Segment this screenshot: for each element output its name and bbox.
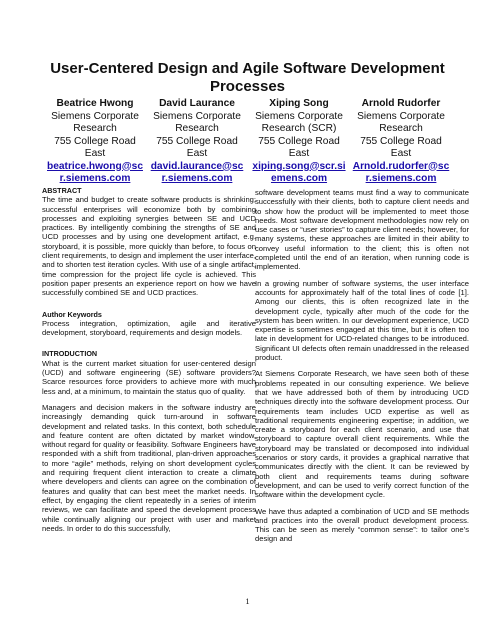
body-paragraph: What is the current market situation for user-centered design (UCD) and software engineering (SE) software providers? Scarce resources force providers to achieve more with much less and, at a minimum, to maintain the status quo of quality. [42,358,256,396]
author-4 [352,98,450,186]
keywords-heading: Author Keywords [42,309,102,319]
abstract-text: The time and budget to create software products is shrinking; successful enterprises will economize both by combining processes and exploiting synergies between SE and UCD practices. By intelligently combining the strengths of SE and UCD processes and by using one development artifact, e.g. storyboard, it is possible, more quickly than before, to focus on client requirements, to design and implement the user interface, and to shorten test iteration cycles. With use of a single artifact, time compression for the project life cycle is achieved. This position paper presents an experience report on how we have successfully combined SE and UCD practices. [42,195,257,298]
author-block [46,98,450,186]
body-paragraph: software development teams must find a way to communicate successfully with their clients, both to capture client needs and to show how the product will be implemented to meet those needs. Most software development methodologies now rely on use cases or “user stories” to capture client needs; however, for many systems, these approaches are limited in their ability to convey useful information to the client; this is often not completed until the end of an iteration, when running code is implemented. [255,188,469,272]
body-paragraph: Managers and decision makers in the software industry are increasingly demanding quick turn-around in software development and related tasks. In this context, both schedule and feature content are often dictated by market window, without regard for quality or feasibility. Software Engineers have responded with a shift from traditional, plan-driven approaches to more “agile” methods, relying on short development cycles and requiring frequent client interaction to create a climate where developers and clients can agree on the combination of features and quality that can best meet the market needs. In effect, by engaging the client repeatedly in a series of interim reviews, we can facilitate and speed the development process while continually aligning our project with user and market needs. In order to do this successfully, [42,402,256,533]
author-email-link[interactable]: Arnold.rudorfer@scr.siemens.com [352,160,450,184]
author-2 [148,98,246,186]
author-3 [250,98,348,186]
left-column [42,186,256,540]
right-column [255,188,469,551]
author-1 [46,98,144,186]
author-email-link[interactable]: xiping.song@scr.siemens.com [252,160,346,184]
author-affiliation: Siemens Corporate Research [153,110,241,134]
paper-title: User-Centered Design and Agile Software Development Processes [50,60,445,95]
abstract-heading: ABSTRACT [42,186,82,195]
author-email-link[interactable]: david.laurance@scr.siemens.com [150,160,244,184]
author-name: David Laurance [159,98,235,109]
author-affiliation: Siemens Corporate Research [51,110,139,134]
page-number: 1 [245,596,250,606]
author-affiliation: Siemens Corporate Research [357,110,445,134]
author-affiliation: Siemens Corporate Research (SCR) [255,110,343,134]
author-address: 755 College Road East [156,135,238,159]
introduction-heading: INTRODUCTION [42,349,98,359]
author-address: 755 College Road East [54,135,136,159]
body-paragraph: In a growing number of software systems, the user interface accounts for approximately half of the total lines of code [1]. Among our clients, this is often recognized late in the development cycle, typically after much of the code for the system has been written. In our development experience, UCD expertise is sometimes engaged at this time, but it is often too late in development for UCD-related changes to be introduced. Significant UI defects often remain unaddressed in the released product. [255,278,469,363]
author-address: 755 College Road East [258,135,340,159]
author-name: Arnold Rudorfer [361,98,441,109]
body-paragraph: At Siemens Corporate Research, we have seen both of these problems repeated in our consulting experience. We believe that we have addressed both of them by introducing UCD techniques directly into the software development process. Our requirements team includes UCD expertise as well as traditional requirements engineering expertise; in addition, we create a storyboard for each client scenario, and use that storyboard to capture overall client requirements. While the storyboard may be translated or decomposed into individual scenarios or story cards, it provides a graphical narrative that communicates directly with the client. It can be reviewed by both client and requirements teams during software development, and can be used to verify correct function of the software within the development cycle. [255,369,469,500]
author-name: Xiping Song [269,98,329,109]
author-email-link[interactable]: beatrice.hwong@scr.siemens.com [47,160,143,184]
body-paragraph: We have thus adapted a combination of UCD and SE methods and practices into the overall product development process. This can be seen as merely “common sense”: to tailor one’s design and [255,506,469,544]
keywords-text: Process integration, optimization, agile and iterative development, storyboard, requirements and design models. [42,318,256,338]
author-address: 755 College Road East [360,135,442,159]
author-name: Beatrice Hwong [56,98,134,109]
